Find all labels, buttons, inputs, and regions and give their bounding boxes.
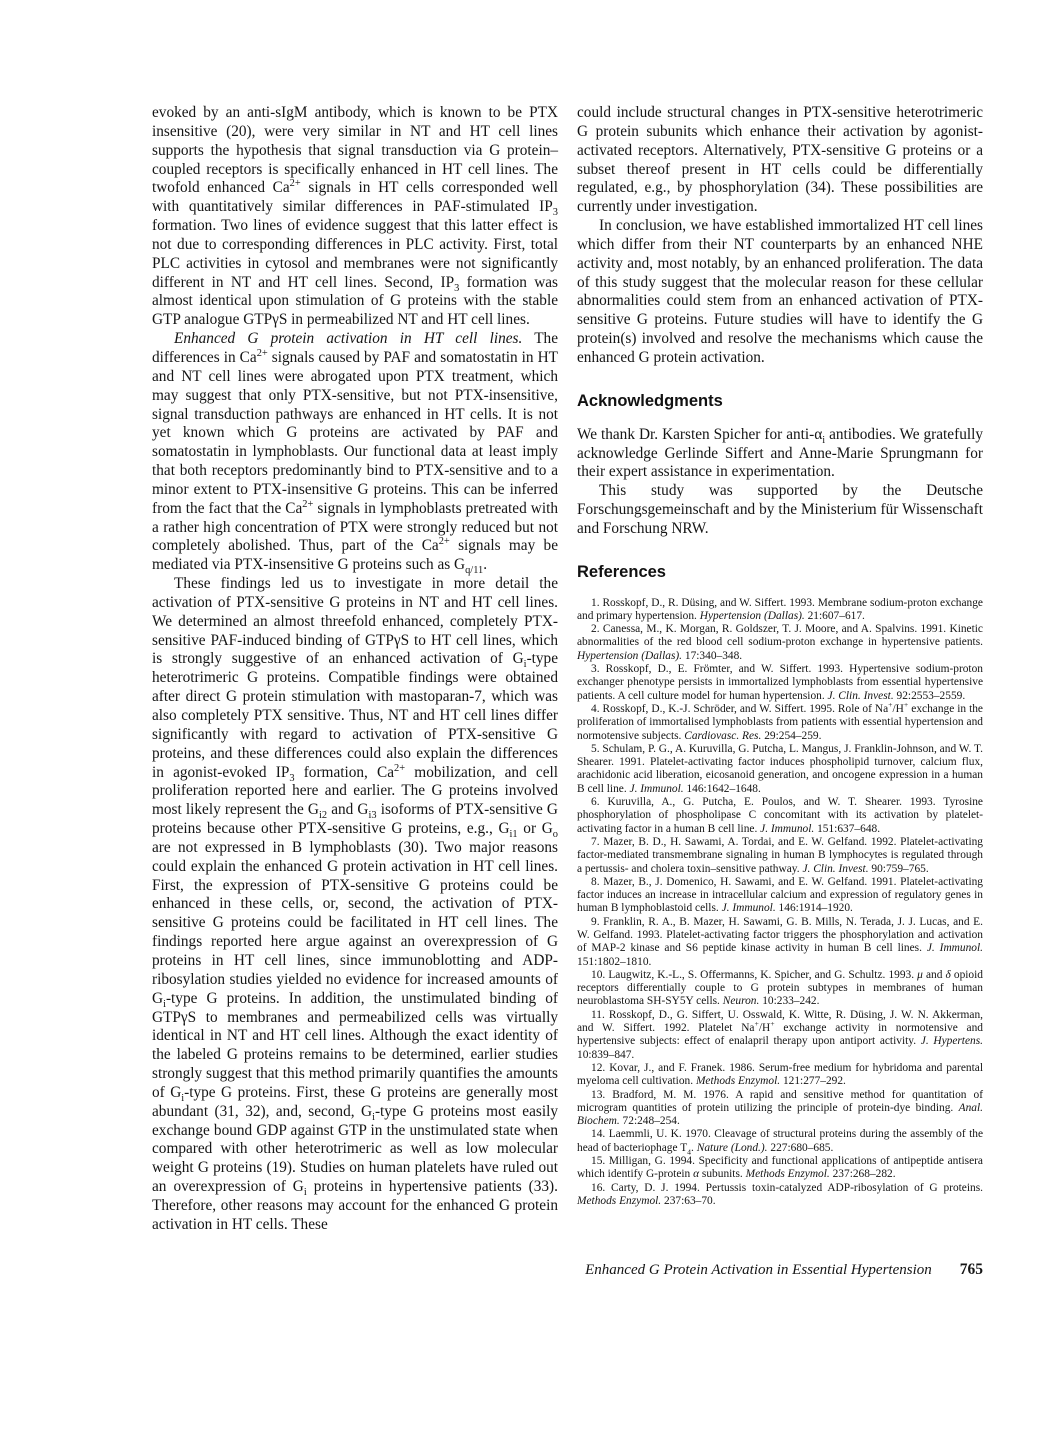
right-column <box>577 104 983 1208</box>
reference-item: 9. Franklin, R. A., B. Mazer, H. Sawami, G. B. Mills, N. Terada, J. J. Lucas, and E. W. Gelfand. 1993. Platelet-activating factor triggers the phosphorylation and activation of MAP-2 kinase and S6 peptide kinase activity in human B cell lines. J. Immunol. 151:1802–1810. <box>577 915 983 968</box>
reference-item: 13. Bradford, M. M. 1976. A rapid and sensitive method for quantitation of microgram quantities of protein utilizing the principle of protein-dye binding. Anal. Biochem. 72:248–254. <box>577 1088 983 1128</box>
reference-item: 7. Mazer, B. D., H. Sawami, A. Tordai, and E. W. Gelfand. 1992. Platelet-activating factor-mediated transmembrane signaling in human B lymphocytes is regulated through a pertussis- and cholera toxin–sensitive pathway. J. Clin. Invest. 90:759–765. <box>577 835 983 875</box>
paragraph: Enhanced G protein activation in HT cell lines. The differences in $Ca^{2+}$ signals caused by PAF and somatostatin in HT and NT cell lines were abrogated upon PTX treatment, which may suggest that only PTX-sensitive, but not PTX-insensitive, signal transduction pathways are enhanced in HT cells. It is not yet known which G proteins are activated by PAF and somatostatin in lymphoblasts. Our functional data at least imply that both receptors predominantly bind to PTX-sensitive and to a minor extent to PTX-insensitive G proteins. This can be inferred from the fact that the $Ca^{2+}$ signals in lymphoblasts pretreated with a rather high concentration of PTX were strongly reduced but not completely abolished. Thus, part of the $Ca^{2+}$ signals may be mediated via PTX-insensitive G proteins such as $G_{q/11}$. <box>152 330 558 577</box>
paragraph: evoked by an anti-sIgM antibody, which is known to be PTX insensitive (20), were very similar in NT and HT cell lines supports the hypothesis that signal transduction via G protein–coupled receptors is specifically enhanced in HT cell lines. The twofold enhanced $Ca^{2+}$ signals in HT cells corresponded well with quantitatively similar differences in PAF-stimulated $IP_3$ formation. Two lines of evidence suggest that this latter effect is not due to corresponding differences in PLC activity. First, total PLC activities in cytosol and membranes were not significantly different in NT and HT cell lines. Second, $IP_3$ formation was almost identical upon stimulation of G proteins with the stable GTP analogue GTPγS in permeabilized NT and HT cell lines. <box>152 104 559 329</box>
reference-item: 10. Laugwitz, K.-L., S. Offermanns, K. Spicher, and G. Schultz. 1993. μ and δ opioid receptors differentially couple to G protein subtypes in membranes of human neuroblastoma SH-SY5Y cells. Neuron. 10:233–242. <box>577 968 983 1008</box>
reference-item: 12. Kovar, J., and F. Franek. 1986. Serum-free medium for hybridoma and parental myeloma cell cultivation. Methods Enzymol. 121:277–292. <box>577 1061 983 1088</box>
paragraph: could include structural changes in PTX-sensitive heterotrimeric G protein subunits which enhance their activation by agonist-activated receptors. Alternatively, PTX-sensitive G proteins or a subset thereof present in HT cells could be differentially regulated, e.g., by phosphorylation (34). These possibilities are currently under investigation. <box>577 104 983 216</box>
reference-item: 5. Schulam, P. G., A. Kuruvilla, G. Putcha, L. Mangus, J. Franklin-Johnson, and W. T. Shearer. 1991. Platelet-activating factor induces phospholipid turnover, calcium flux, arachidonic acid liberation, eicosanoid generation, and oncogene expression in a human B cell line. J. Immunol. 146:1642–1648. <box>577 742 983 795</box>
paragraph: We thank Dr. Karsten Spicher for anti-$\alpha_i$ antibodies. We gratefully acknowledge Gerlinde Siffert and Anne-Marie Sprungmann for their expert assistance in experimentation. <box>577 425 983 481</box>
reference-item: 3. Rosskopf, D., E. Frömter, and W. Siffert. 1993. Hypertensive sodium-proton exchanger phenotype persists in immortalized lymphoblasts from essential hypertensive patients. A cell culture model for human hypertension. J. Clin. Invest. 92:2553–2559. <box>577 663 983 702</box>
reference-list <box>577 597 983 1209</box>
references-heading: References <box>577 562 666 581</box>
reference-item: 6. Kuruvilla, A., G. Putcha, E. Poulos, and W. T. Shearer. 1993. Tyrosine phosphorylation of phospholipase C concomitant with its activation by platelet-activating factor in a human B cell line. J. Immunol. 151:637–648. <box>577 796 983 835</box>
reference-item: 16. Carty, D. J. 1994. Pertussis toxin-catalyzed ADP-ribosylation of G proteins. Methods Enzymol. 237:63–70. <box>577 1181 983 1207</box>
reference-item: 14. Laemmli, U. K. 1970. Cleavage of structural proteins during the assembly of the head of bacteriophage $T_4$. Nature (Lond.). 227:680–685. <box>577 1128 983 1157</box>
paragraph: This study was supported by the Deutsche Forschungsgemeinschaft and by the Ministerium für Wissenschaft and Forschung NRW. <box>577 482 983 537</box>
reference-item: 8. Mazer, B., J. Domenico, H. Sawami, and E. W. Gelfand. 1991. Platelet-activating factor induces an increase in intracellular calcium and expression of regulatory genes in human B lymphoblastoid cells. J. Immunol. 146:1914–1920. <box>577 875 983 915</box>
reference-item: 4. Rosskopf, D., K.-J. Schröder, and W. Siffert. 1995. Role of Na+/H+ exchange in the proliferation of immortalised lymphoblasts from patients with essential hypertension and normotensive subjects. Cardiovasc. Res. 29:254–259. <box>577 700 983 742</box>
running-title: Enhanced G Protein Activation in Essential Hypertension <box>585 1262 932 1278</box>
reference-item: 15. Milligan, G. 1994. Specificity and functional applications of antipeptide antisera which identify G-protein α subunits. Methods Enzymol. 237:268–282. <box>577 1155 983 1181</box>
reference-item: 2. Canessa, M., K. Morgan, R. Goldszer, T. J. Moore, and A. Spalvins. 1991. Kinetic abnormalities of the red blood cell sodium-proton exchange in hypertensive patients. Hypertension (Dallas). 17:340–348. <box>577 623 983 662</box>
left-column <box>152 104 558 1235</box>
paragraph: These findings led us to investigate in more detail the activation of PTX-sensitive G proteins in NT and HT cell lines. We determined an almost threefold enhanced, completely PTX-sensitive PAF-induced binding of GTPγS to HT cell lines, which is strongly suggestive of an enhanced activation of $G_i$-type heterotrimeric G proteins. Compatible findings were obtained after direct G protein stimulation with mastoparan-7, which was also completely PTX sensitive. Thus, NT and HT cell lines differ significantly with regard to activation of PTX-sensitive G proteins, and these differences could also explain the differences in agonist-evoked $IP_3$ formation, $Ca^{2+}$ mobilization, and cell proliferation reported here and earlier. The G proteins involved most likely represent the $G_{i2}$ and $G_{i3}$ isoforms of PTX-sensitive G proteins because other PTX-sensitive G proteins, e.g., $G_{i1}$ or $G_o$ are not expressed in B lymphoblasts (30). Two major reasons could explain the enhanced G protein activation in HT cell lines. First, the expression of PTX-sensitive G proteins could be enhanced in these cells, or, second, the activation of PTX-sensitive G proteins could be facilitated in HT cell lines. The findings reported here argue against an overexpression of G proteins in HT cell lines, since immunoblotting and ADP-ribosylation studies yielded no evidence for increased amounts of $G_i$-type G proteins. In addition, the unstimulated binding of GTPγS to membranes and permeabilized cells was virtually identical in NT and HT cell lines. Although the exact identity of the labeled G proteins remains to be determined, earlier studies strongly suggest that this method primarily quantifies the amounts of $G_i$-type G proteins. First, these G proteins are generally most abundant (31, 32), and, second, $G_i$-type G proteins most easily exchange bound GDP against GTP in the unstimulated state when compared with other heterotrimeric as well as low molecular weight G proteins (19). Studies on human platelets have ruled out an overexpression of $G_i$ proteins in hypertensive patients (33). Therefore, other reasons may account for the enhanced G protein activation in HT cells. These <box>152 575 558 1233</box>
acknowledgments-heading: Acknowledgments <box>577 391 723 410</box>
page-footer <box>577 1261 983 1279</box>
page-number: 765 <box>959 1261 983 1278</box>
reference-item: 1. Rosskopf, D., R. Düsing, and W. Siffert. 1993. Membrane sodium-proton exchange and primary hypertension. Hypertension (Dallas). 21:607–617. <box>577 596 983 622</box>
paragraph: In conclusion, we have established immortalized HT cell lines which differ from their NT counterparts by an enhanced NHE activity and, most notably, by an enhanced proliferation. The data of this study suggest that the molecular reason for these cellular abnormalities could stem from an enhanced activation of PTX-sensitive G proteins. Future studies will have to identify the G protein(s) involved and resolve the mechanisms which cause the enhanced G protein activation. <box>577 217 983 366</box>
reference-item: 11. Rosskopf, D., G. Siffert, U. Osswald, K. Witte, R. Düsing, J. W. N. Akkerman, and W. Siffert. 1992. Platelet Na+/H+ exchange activity in normotensive and hypertensive subjects: effect of enalapril therapy upon antiport activity. J. Hypertens. 10:839–847. <box>577 1008 983 1061</box>
